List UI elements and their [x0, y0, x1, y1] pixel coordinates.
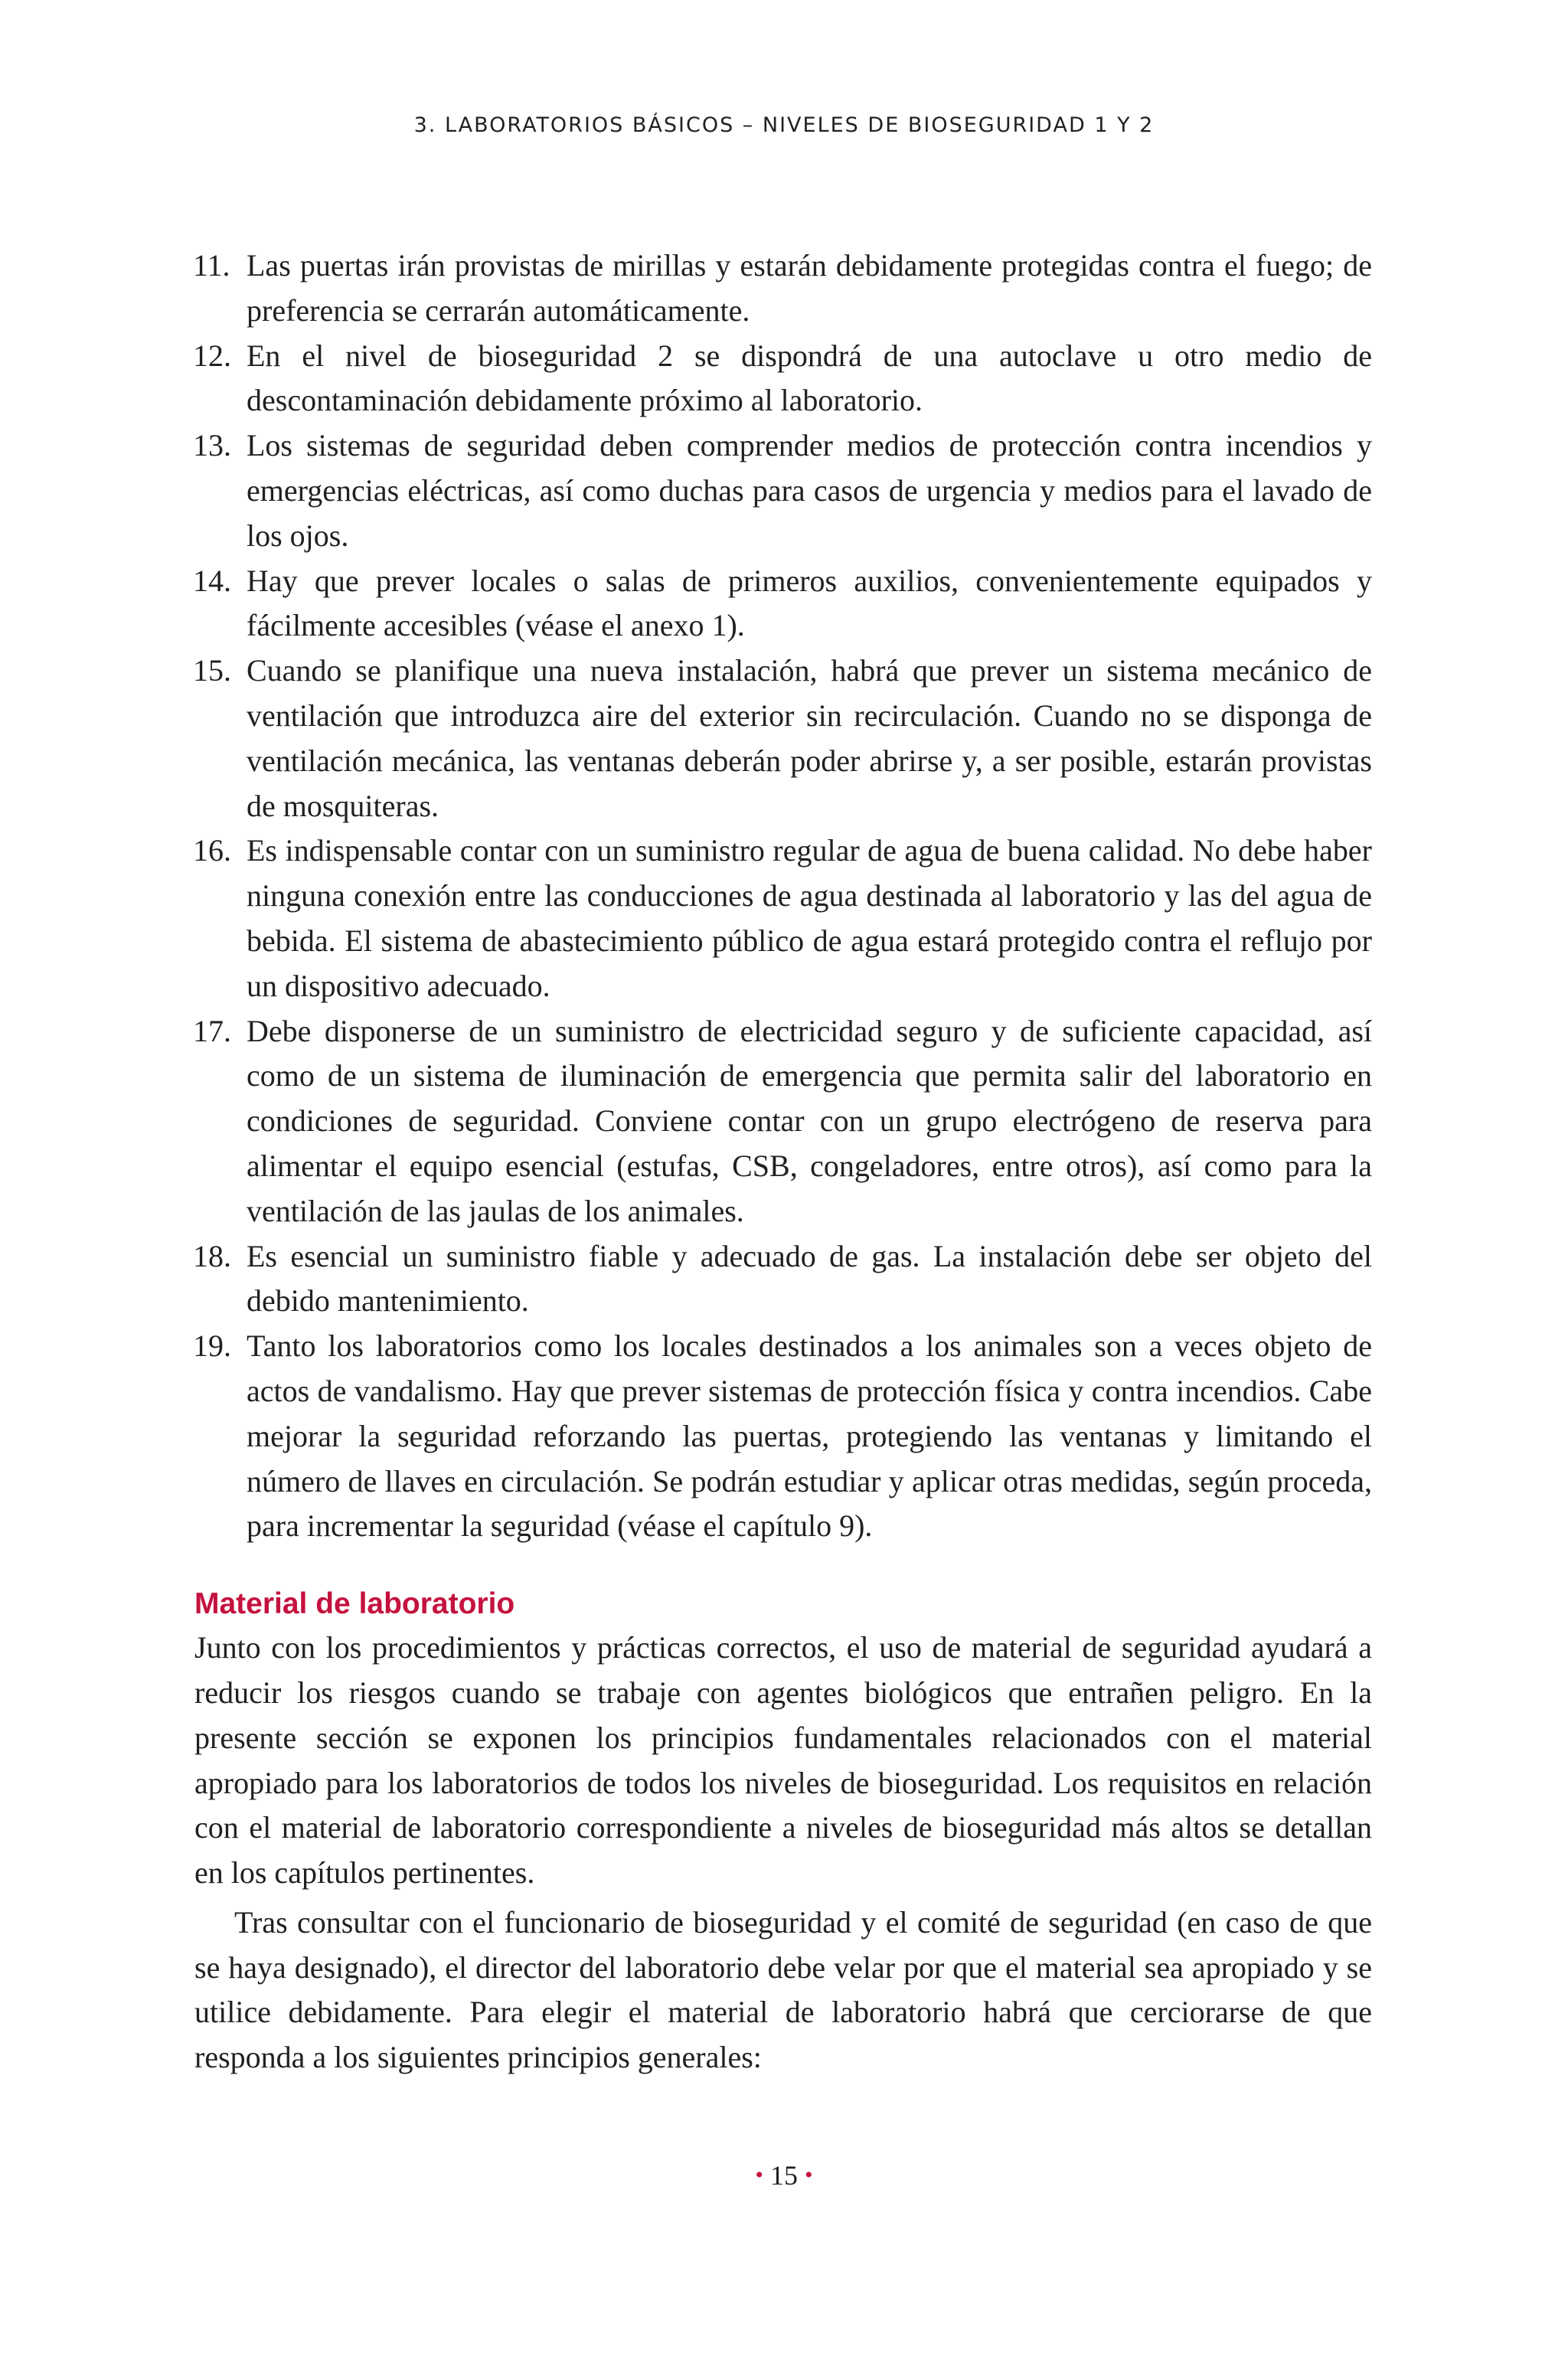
list-item-text: Tanto los laboratorios como los locales destinados a los animales son a veces objeto de actos de vandalismo. Hay que prever sistemas de protección física y contra incendios. Cabe mejorar la seguridad reforzando las puertas, protegiendo las ventanas y limitando el número de llaves en circulación. Se podrán estudiar y aplicar otras medidas, según proceda, para incrementar la seguridad (véase el capítulo 9).: [247, 1328, 1372, 1544]
section-heading: Material de laboratorio: [194, 1587, 515, 1621]
body-paragraph: Junto con los procedimientos y prácticas correctos, el uso de material de seguridad ayudará a reducir los riesgos cuando se trabaje con agentes biológicos que entrañen peligro. En la presente sección se exponen los principios fundamentales relacionados con el material apropiado para los laboratorios de todos los niveles de bioseguridad. Los requisitos en relación con el material de laboratorio correspondiente a niveles de bioseguridad más altos se detallan en los capítulos pertinentes.: [194, 1630, 1372, 1891]
list-item: [194, 1009, 1372, 1234]
list-item-text: Las puertas irán provistas de mirillas y estarán debidamente protegidas contra el fuego; de preferencia se cerrarán automáticamente.: [247, 248, 1372, 328]
list-item-number: 19.: [193, 1328, 231, 1364]
list-item-number: 14.: [193, 563, 231, 598]
list-item: [194, 1234, 1372, 1325]
list-item: [194, 559, 1372, 649]
list-item: [194, 243, 1372, 334]
list-item-number: 17.: [193, 1013, 231, 1048]
list-item: [194, 649, 1372, 828]
list-item-text: Debe disponerse de un suministro de electricidad seguro y de suficiente capacidad, así como de un sistema de iluminación de emergencia que permita salir del laboratorio en condiciones de seguridad. Conviene contar con un grupo electrógeno de reserva para alimentar el equipo esencial (estufas, CSB, congeladores, entre otros), así como para la ventilación de las jaulas de los animales.: [247, 1013, 1372, 1228]
footer-bullet-left: •: [755, 2162, 763, 2188]
list-item-text: Los sistemas de seguridad deben comprender medios de protección contra incendios y emergencias eléctricas, así como duchas para casos de urgencia y medios para el lavado de los ojos.: [247, 428, 1372, 553]
list-item-text: Es esencial un suministro fiable y adecuado de gas. La instalación debe ser objeto del debido mantenimiento.: [247, 1238, 1372, 1319]
page-footer: [0, 2159, 1568, 2191]
list-item: [194, 828, 1372, 1008]
list-item-number: 11.: [193, 248, 230, 283]
list-item-number: 12.: [193, 338, 231, 373]
list-item-number: 16.: [193, 833, 231, 868]
list-item: [194, 423, 1372, 558]
list-item: [194, 334, 1372, 424]
running-header: 3. LABORATORIOS BÁSICOS – NIVELES DE BIOSEGURIDAD 1 Y 2: [413, 113, 1155, 137]
list-item-text: Cuando se planifique una nueva instalación, habrá que prever un sistema mecánico de ventilación que introduzca aire del exterior sin recirculación. Cuando no se disponga de ventilación mecánica, las ventanas deberán poder abrirse y, a ser posible, estarán provistas de mosquiteras.: [247, 653, 1372, 823]
list-item-number: 13.: [193, 428, 231, 463]
list-item-text: En el nivel de bioseguridad 2 se dispondrá de una autoclave u otro medio de descontaminación debidamente próximo al laboratorio.: [247, 338, 1372, 418]
page-number: 15: [770, 2160, 798, 2191]
requirements-list: [194, 243, 1372, 1549]
list-item-number: 18.: [193, 1238, 231, 1273]
footer-bullet-right: •: [805, 2162, 813, 2188]
list-item-number: 15.: [193, 653, 231, 688]
list-item-text: Es indispensable contar con un suministro regular de agua de buena calidad. No debe haber ninguna conexión entre las conducciones de agua destinada al laboratorio y las del agua de bebida. El sistema de abastecimiento público de agua estará protegido contra el reflujo por un dispositivo adecuado.: [247, 833, 1372, 1003]
body-paragraph: Tras consultar con el funcionario de bioseguridad y el comité de seguridad (en caso de que se haya designado), el director del laboratorio debe velar por que el material sea apropiado y se utilice debidamente. Para elegir el material de laboratorio habrá que cerciorarse de que responda a los siguientes principios generales:: [194, 1904, 1372, 2075]
list-item-text: Hay que prever locales o salas de primeros auxilios, convenientemente equipados y fácilmente accesibles (véase el anexo 1).: [247, 563, 1372, 643]
page-content: [194, 243, 1372, 2080]
list-item: [194, 1324, 1372, 1549]
